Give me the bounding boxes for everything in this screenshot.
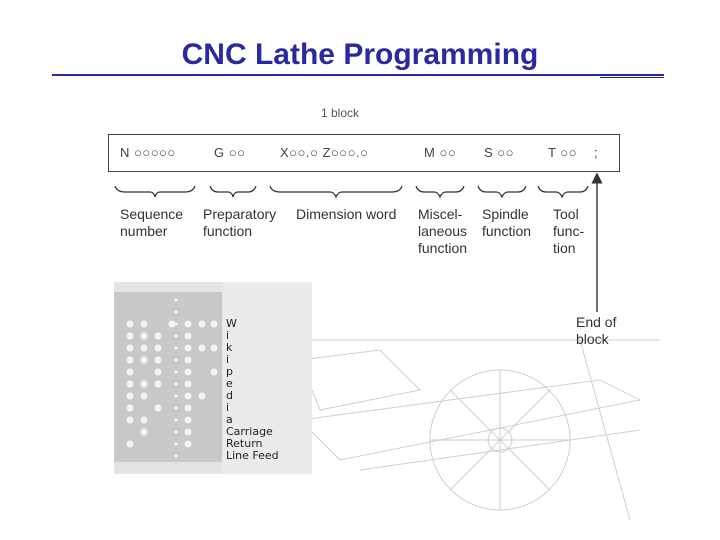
- block-label: 1 block: [320, 106, 360, 120]
- label-sequence-number: Sequence number: [120, 206, 184, 239]
- bracket-misc: [416, 186, 464, 197]
- label-dimension-word: Dimension word: [296, 206, 397, 222]
- code-spindle: S ○○: [484, 145, 514, 160]
- bracket-sequence: [115, 186, 195, 197]
- bracket-tool: [538, 186, 588, 197]
- bracket-preparatory: [210, 186, 256, 197]
- punched-tape-image: [114, 282, 312, 474]
- label-miscellaneous-function: Miscel- laneous function: [418, 206, 468, 256]
- code-tool: T ○○: [548, 145, 578, 160]
- code-sequence-number: N ○○○○○: [120, 145, 176, 160]
- punched-tape-holes: [114, 282, 222, 474]
- code-dimension: X○○.○ Z○○○.○: [280, 145, 369, 160]
- code-misc: M ○○: [424, 145, 457, 160]
- label-preparatory-function: Preparatory function: [203, 206, 277, 239]
- code-preparatory: G ○○: [214, 145, 246, 160]
- label-tool-function: Tool func- tion: [553, 206, 585, 256]
- tape-character-labels: W i k i p e d i a Carriage Return Line Feed: [226, 317, 279, 462]
- page-title: CNC Lathe Programming: [181, 38, 539, 71]
- tape-hole-pattern: [114, 282, 222, 474]
- bracket-spindle: [478, 186, 526, 197]
- label-end-of-block: End of block: [576, 314, 617, 347]
- label-spindle-function: Spindle function: [482, 206, 532, 239]
- bracket-dimension: [270, 186, 402, 197]
- code-end-of-block: ;: [594, 145, 599, 160]
